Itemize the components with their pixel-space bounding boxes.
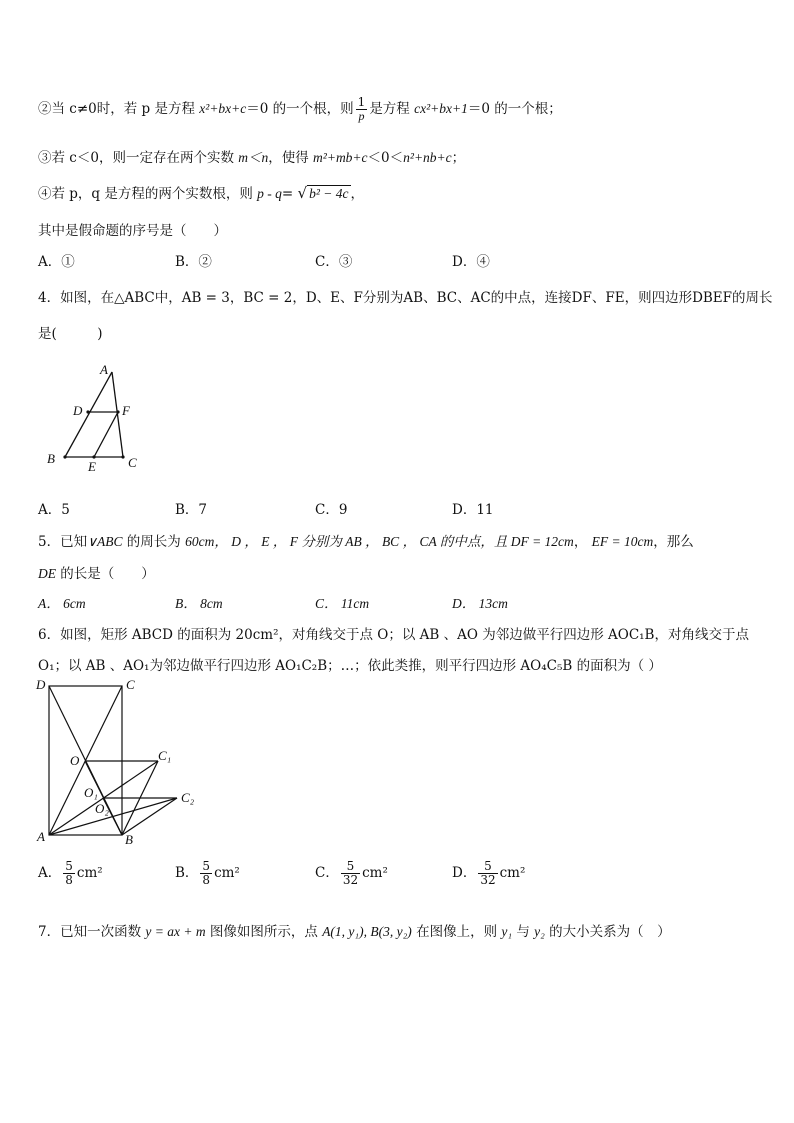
label-c2: C₂ xyxy=(181,790,195,805)
q4-options xyxy=(38,498,758,518)
label-b: B xyxy=(47,451,55,466)
q4-text: 4．如图，在△ABC中，AB = 3，BC = 2，D、E、F分别为AB、BC、AC的中点，连接DF、FE，则四边形DBEF的周长 xyxy=(38,290,773,306)
q4-triangle-figure xyxy=(40,360,150,475)
label-c1: C₁ xyxy=(158,748,172,763)
segment-c2b xyxy=(122,798,177,835)
label-a: A xyxy=(37,829,45,844)
label-d: D xyxy=(73,403,83,418)
q5-option-d[interactable]: D． 13cm xyxy=(452,596,508,611)
q4-option-d[interactable]: D．11 xyxy=(452,502,494,518)
q3-option-a[interactable]: A．① xyxy=(38,254,75,270)
q6-rectangle-figure xyxy=(34,676,214,848)
q3-option-b[interactable]: B．② xyxy=(175,254,212,270)
label-c: C xyxy=(128,455,137,470)
q6-text-cont: O₁；以 AB 、AO₁为邻边做平行四边形 AO₁C₂B；…；依此类推，则平行四边形 AO₄C₅B 的面积为（ ） xyxy=(38,658,662,674)
q3-question: 其中是假命题的序号是（ ） xyxy=(38,223,227,239)
q5-option-c[interactable]: C． 11cm xyxy=(315,596,370,611)
q5-text: 5．已知∨ABC 的周长为 60cm， D ， E ， F 分别为 AB ， BC ， CA 的中点，且 DF = 12cm， EF = 10cm，那么 xyxy=(38,534,694,550)
label-o: O xyxy=(70,753,80,768)
q5-option-b[interactable]: B． 8cm xyxy=(175,596,223,611)
label-o1: O₁ xyxy=(84,785,98,800)
q3-option-d[interactable]: D．④ xyxy=(452,254,490,270)
q6-options xyxy=(38,860,758,894)
q3-option-c[interactable]: C．③ xyxy=(315,254,353,270)
q3-options xyxy=(38,250,758,270)
q6-text: 6．如图，矩形 ABCD 的面积为 20cm²，对角线交于点 O；以 AB 、AO 为邻边做平行四边形 AOC₁B，对角线交于点 xyxy=(38,627,749,643)
sqrt-expression: b² − 4c xyxy=(309,186,349,201)
q4-option-a[interactable]: A．5 xyxy=(38,502,70,518)
label-a: A xyxy=(100,362,108,377)
q6-option-a[interactable]: A． $\frac{5}{8}$ cm² xyxy=(38,859,103,888)
label-o2: O₂ xyxy=(95,801,109,816)
q6-option-b[interactable]: B． $\frac{5}{8}$ cm² xyxy=(175,859,240,888)
fraction-1-over-p: $\frac{1}{p}$ xyxy=(357,95,366,124)
q4-text-cont: 是( ) xyxy=(38,326,103,342)
q5-option-a[interactable]: A． 6cm xyxy=(38,596,86,611)
q4-option-c[interactable]: C．9 xyxy=(315,502,348,518)
q4-option-b[interactable]: B．7 xyxy=(175,502,208,518)
q5-text-cont: DE 的长是（ ） xyxy=(38,566,155,582)
segment-fe xyxy=(94,412,118,457)
q3-item-3: ③若 c＜0，则一定存在两个实数 m＜n，使得 m²+mb+c＜0＜n²+nb+c； xyxy=(38,150,466,166)
label-d: D xyxy=(36,677,46,692)
q3-item-4: ④若 p，q 是方程的两个实数根，则 p - q= √ b² − 4c ， xyxy=(38,184,364,202)
q5-options xyxy=(38,592,758,612)
label-f: F xyxy=(122,403,130,418)
label-e: E xyxy=(88,459,96,474)
q7-text: 7．已知一次函数 y = ax + m 图像如图所示，点 A(1, y₁), B(3, y₂) 在图像上，则 y₁ 与 y₂ 的大小关系为（ ） xyxy=(38,924,671,940)
q6-option-d[interactable]: D． $\frac{5}{32}$ cm² xyxy=(452,859,526,888)
label-b: B xyxy=(125,832,133,847)
q3-item-2: ②当 c≠0时，若 p 是方程 x²+bx+c＝0 的一个根，则 $\frac{1}{p}$ 是方程 cx²+bx+1＝0 的一个根； xyxy=(38,95,562,124)
q6-option-c[interactable]: C． $\frac{5}{32}$ cm² xyxy=(315,859,388,888)
label-c: C xyxy=(126,677,135,692)
